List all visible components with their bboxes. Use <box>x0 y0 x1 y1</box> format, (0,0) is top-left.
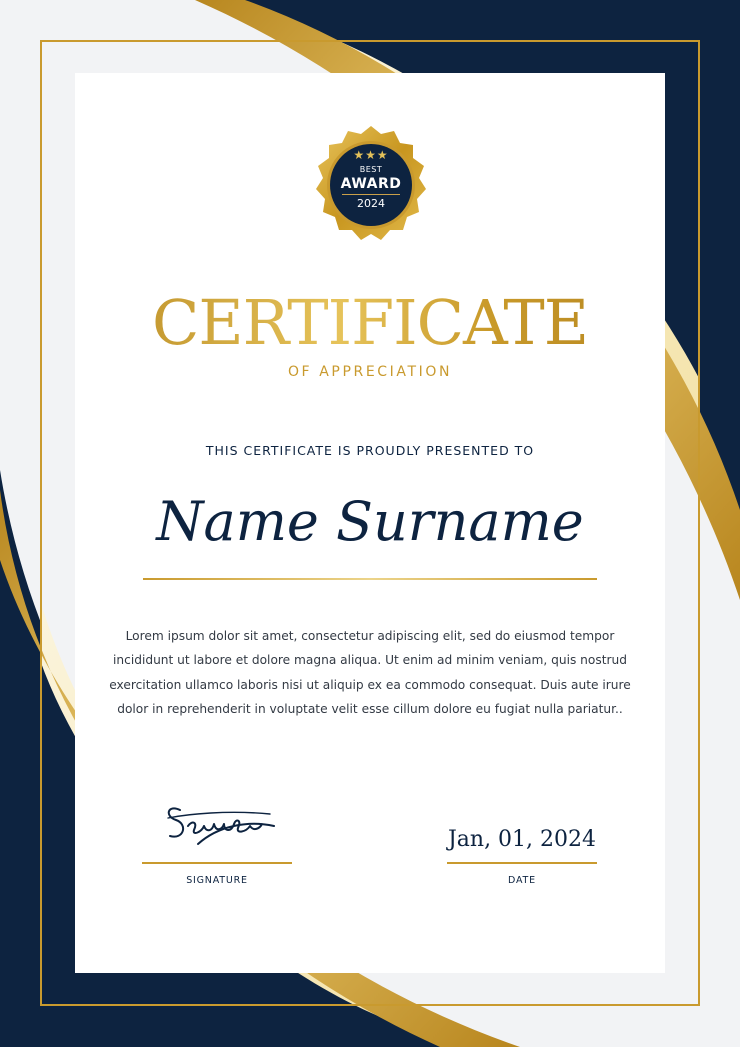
certificate-subtitle: OF APPRECIATION <box>287 364 453 380</box>
presented-to-text: THIS CERTIFICATE IS PROUDLY PRESENTED TO <box>205 443 535 458</box>
date-value: Jan, 01, 2024 <box>447 827 597 852</box>
certificate-body-text: Lorem ipsum dolor sit amet, consectetur adipiscing elit, sed do eiusmod tempor incididunt ut labore et dolore magna aliqua. Ut enim ad minim veniam, quis nostrud exercitation ullamco laboris nisi ut aliquip ex ea commodo consequat. Duis aute irure dolor in reprehenderit in voluptate velit esse cillum dolore eu fugiat nulla pariatur.. <box>109 629 631 717</box>
date-label: DATE <box>508 875 536 886</box>
signature-line <box>142 862 292 864</box>
badge-year: 2024 <box>357 197 385 210</box>
name-underline <box>143 578 597 580</box>
certificate-title: CERTIFICATE <box>75 286 665 359</box>
signature-label: SIGNATURE <box>186 875 248 886</box>
badge-award-label: AWARD <box>340 176 402 192</box>
date-line <box>447 862 597 864</box>
signature-image <box>158 796 276 854</box>
badge-stars-icon: ★★★ <box>353 148 389 162</box>
award-badge <box>309 124 433 248</box>
recipient-name: Name Surname <box>156 490 584 553</box>
badge-divider <box>342 194 400 195</box>
badge-best-label: BEST <box>359 165 383 174</box>
